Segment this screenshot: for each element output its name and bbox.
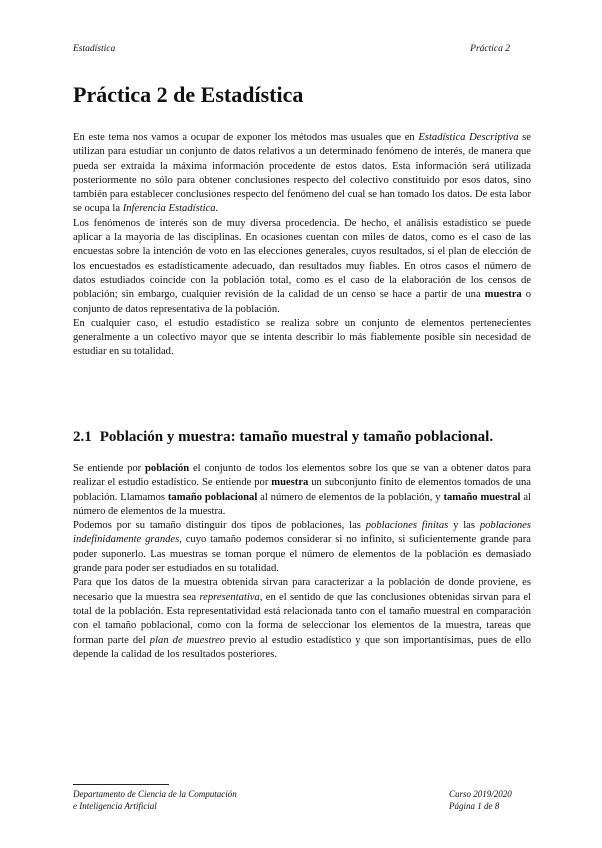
bold-term: muestra — [271, 477, 309, 489]
italic-term: Inferencia Estadística. — [122, 203, 219, 215]
section-paragraph — [73, 519, 531, 576]
text-run: se utilizan para estudiar un conjunto de datos relativos a un determinado fenómeno de interés, de manera que pueda ser extraída la máxima información procedente de estos datos. Esta información será utilizada posteriormente no sólo para obtener conclusiones respecto del colectivo constituido por esos datos, sino también para establecer conclusiones respecto del fenómeno del cual se han tomado los datos. De esta labor se ocupa la — [73, 132, 531, 215]
text-run: En este tema nos vamos a ocupar de exponer los métodos mas usuales que en — [73, 132, 419, 143]
section-paragraph — [73, 462, 531, 519]
bold-term: muestra — [484, 289, 522, 301]
intro-paragraph — [73, 131, 531, 217]
running-header-left: Estadística — [73, 44, 116, 54]
bold-term: población — [145, 463, 190, 474]
text-run: , cuyo tamaño podemos considerar si no infinito, si suficientemente grande para poder suponerlo. Las muestras se toman porque el número de elementos de la población es demasiado grande para poder ser estudiados en su totalidad. — [73, 534, 531, 575]
italic-term: representativa — [199, 591, 260, 603]
intro-text — [73, 131, 531, 360]
italic-term: poblaciones finitas — [365, 520, 449, 532]
text-run: al número de elementos de la población, y — [257, 491, 444, 503]
intro-paragraph — [73, 217, 531, 317]
footer-course: Curso 2019/2020 — [449, 789, 512, 799]
text-run: Se entiende por — [73, 463, 146, 474]
text-run: Para que los datos de la muestra obtenida sirvan para caracterizar a la población de donde proviene, es necesario que la muestra sea — [73, 577, 531, 603]
footer-rule — [73, 784, 169, 785]
text-run: previo al estudio estadístico y que son importantísimas, pues de ello depende la calidad de los resultados posteriores. — [73, 634, 532, 660]
footer-department-cont: e Inteligencia Artificial — [73, 801, 157, 811]
italic-term: Estadística Descriptiva — [418, 132, 519, 143]
text-run: Podemos por su tamaño distinguir dos tipos de poblaciones, las — [73, 520, 366, 532]
text-run: el conjunto de todos los elementos sobre los que se van a obtener datos para realizar el estudio estadístico. Se entiende por — [73, 463, 531, 489]
section-text — [73, 462, 531, 662]
italic-term: plan de muestreo — [149, 634, 226, 646]
footer-right — [449, 788, 512, 812]
text-run: , en el sentido de que las conclusiones obtenidas sirvan para el total de la población. Esta representatividad está relacionada tanto con el tamaño muestral en comparación con el tamaño poblacional, como con la forma de seleccionar los elementos de la muestra, tareas que forman parte del — [73, 591, 531, 646]
text-run: un subconjunto finito de elementos tomados de una población. Llamamos — [73, 477, 531, 503]
footer-page-number: Página 1 de 8 — [449, 801, 500, 811]
italic-term: poblaciones indefinidamente grandes — [73, 520, 532, 546]
page-title: Práctica 2 de Estadística — [73, 82, 304, 107]
footer-left — [73, 788, 237, 812]
section-title-text: Población y muestra: tamaño muestral y tamaño poblacional. — [99, 429, 494, 445]
section-number: 2.1 — [73, 429, 92, 445]
text-run: y las — [448, 520, 480, 532]
running-header-right: Práctica 2 — [470, 44, 510, 54]
section-heading — [73, 427, 493, 447]
bold-term: tamaño poblacional — [167, 491, 258, 503]
footer-department: Departamento de Ciencia de la Computación — [73, 789, 237, 799]
intro-paragraph — [73, 317, 531, 360]
text-run: Los fenómenos de interés son de muy diversa procedencia. De hecho, el análisis estadístico se puede aplicar a la mayoría de las disciplinas. En ocasiones cuentan con miles de datos, como es el caso de las encuestas sobre la intención de voto en las elecciones generales, cuyos resultados, si el plan de elección de los encuestados es estadísticamente adecuado, dan resultados muy fiables. En otros casos el número de datos estudiados coincide con la población total, como es el caso de la elaboración de los censos de población; sin embargo, cualquier revisión de la calidad de un censo se hace a partir de una — [73, 217, 531, 301]
text-run: En cualquier caso, el estudio estadístico se realiza sobre un conjunto de elementos pertenecientes generalmente a un colectivo mayor que se intenta describir lo más fiablemente posible sin necesidad de estudiar en su totalidad. — [73, 317, 531, 358]
text-run: al número de elementos de la muestra. — [73, 491, 532, 517]
section-paragraph — [73, 576, 531, 662]
bold-term: tamaño muestral — [443, 491, 521, 503]
text-run: o conjunto de datos representativa de la población. — [73, 289, 531, 315]
